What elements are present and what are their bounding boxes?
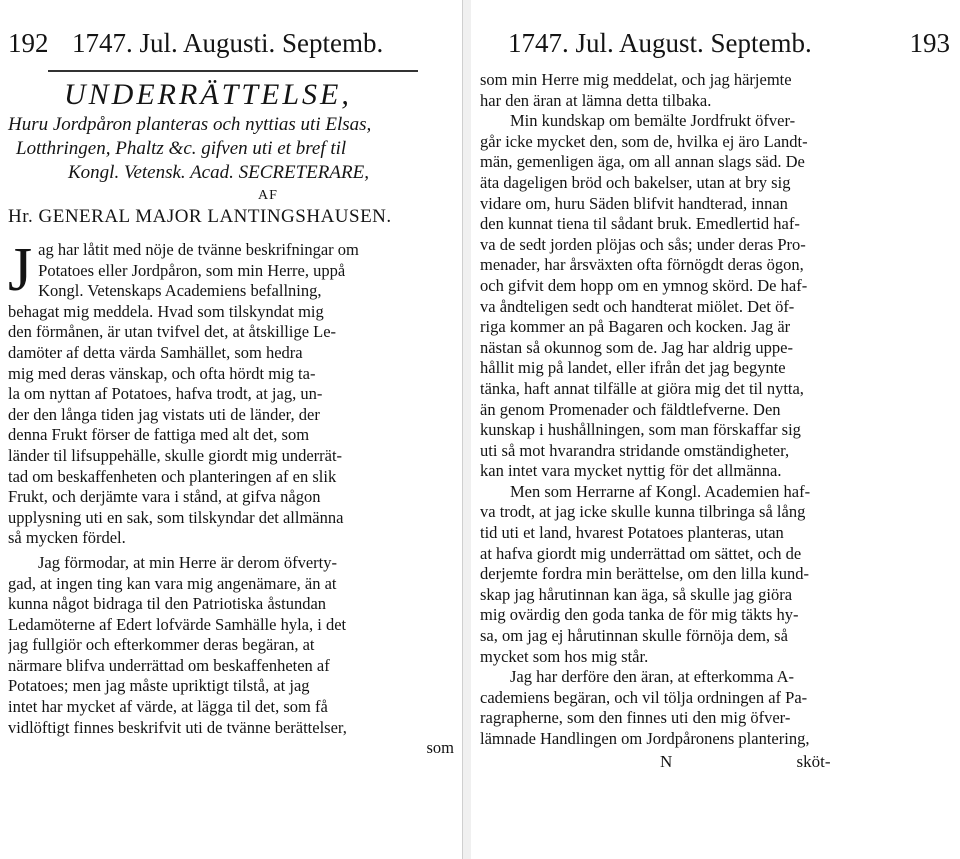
text-line: mig ovärdig den goda tanka de för mig täkts hy- bbox=[480, 605, 799, 625]
subtitle-line-3: Kongl. Vetensk. Acad. SECRETERARE, bbox=[68, 162, 369, 183]
text-line: den förmånen, är utan tvifvel det, at åtskillige Le- bbox=[8, 322, 337, 342]
text-line: derjemte fordra min berättelse, om den lilla kund- bbox=[480, 564, 809, 584]
page-number-right: 193 bbox=[909, 28, 950, 58]
text-line: lämnade Handlingen om Jordpåronens plantering, bbox=[480, 729, 810, 748]
text-line: som min Herre mig meddelat, och jag härjemte bbox=[480, 70, 792, 89]
text-line: tänka, haft annat tilfälle at giöra mig det til nytta, bbox=[480, 378, 804, 398]
text-line: vidare om, huru Säden blifvit handterad, innan bbox=[480, 193, 788, 213]
text-line: Potatoes eller Jordpåron, som min Herre, uppå bbox=[38, 260, 346, 280]
left-page bbox=[0, 0, 462, 859]
text-line: tid uti et land, hvarest Potatoes planteras, utan bbox=[480, 523, 784, 543]
text-line: länder til lifsuppehälle, skulle giordt mig underrät- bbox=[8, 445, 343, 465]
right-paragraph-2 bbox=[480, 482, 950, 667]
text-line: ag har låtit med nöje de tvänne beskrifningar om bbox=[38, 240, 359, 259]
dedication: Hr. GENERAL MAJOR LANTINGSHAUSEN. bbox=[8, 206, 392, 227]
article-title: UNDERRÄTTELSE, bbox=[64, 78, 352, 111]
title-rule bbox=[48, 70, 418, 72]
text-line: intet har mycket af värde, at lägga til det, som få bbox=[8, 697, 328, 717]
text-line: skap jag hårutinnan kan äga, så skulle jag giöra bbox=[480, 584, 793, 604]
left-paragraph-2 bbox=[8, 553, 454, 759]
text-line: menader, har årsväxten ofta förnögdt deras ögon, bbox=[480, 255, 804, 275]
text-line: så mycken fördel. bbox=[8, 528, 126, 548]
text-line: och gifvit dem hopp om en ymnog skörd. De haf- bbox=[480, 275, 808, 295]
text-line: har den äran at lämna detta tilbaka. bbox=[480, 90, 712, 110]
text-line: äta dageligen bröd och bakelser, utan at bry sig bbox=[480, 172, 791, 192]
signature-mark: N bbox=[660, 751, 673, 771]
text-line: än genom Promenader och fäldtlefverne. Den bbox=[480, 399, 781, 419]
drop-cap: J bbox=[8, 236, 33, 304]
running-head-text-right: 1747. Jul. August. Septemb. bbox=[508, 28, 812, 58]
text-line: va åndteligen sedt och handterat miölet. Det öf- bbox=[480, 296, 795, 316]
text-line: nästan så okunnog som de. Jag har aldrig uppe- bbox=[480, 337, 793, 357]
text-line: gad, at ingen ting kan vara mig angenämare, än at bbox=[8, 573, 337, 593]
title-block bbox=[8, 78, 454, 230]
page-number-left: 192 bbox=[8, 28, 49, 58]
running-head-left bbox=[8, 0, 454, 70]
text-line: hållit mig på landet, eller ifrån det jag begynte bbox=[480, 358, 786, 378]
text-line: den kunnat tiena til sådant bruk. Emedlertid haf- bbox=[480, 214, 800, 234]
text-line: går icke mycket den, som de, hvilka ej äro Landt- bbox=[480, 131, 808, 151]
text-line: va trodt, at jag icke skulle kunna tilbringa så lång bbox=[480, 502, 806, 522]
left-paragraph-1 bbox=[8, 236, 454, 549]
text-line: Min kundskap om bemälte Jordfrukt öfver- bbox=[510, 111, 796, 131]
text-line: riga kommer an på Bagaren och kocken. Jag är bbox=[480, 317, 791, 337]
text-line: mycket som hos mig står. bbox=[480, 646, 649, 666]
right-page bbox=[470, 0, 960, 859]
right-paragraph-1 bbox=[480, 70, 950, 482]
author-af: AF bbox=[258, 188, 278, 203]
text-line: närmare blifva underrättad om beskaffenheten af bbox=[8, 655, 330, 675]
text-line: der den långa tiden jag vistats uti de länder, der bbox=[8, 404, 320, 424]
text-line: kan intet vara mycket nyttig för det allmänna. bbox=[480, 461, 782, 481]
text-line: ragrapherne, som den finnes uti den mig öfver- bbox=[480, 708, 791, 728]
text-line: Jag förmodar, at min Herre är derom öfverty- bbox=[38, 552, 337, 572]
text-line: uti så mot hvarandra stridande omständigheter, bbox=[480, 440, 790, 460]
text-line: Men som Herrarne af Kongl. Academien haf- bbox=[510, 481, 811, 501]
text-line: upplysning uti en sak, som tilskyndar det allmänna bbox=[8, 507, 344, 527]
text-line: la om nyttan af Potatoes, hafva trodt, at jag, un- bbox=[8, 384, 323, 404]
running-head-right bbox=[480, 0, 950, 70]
text-line: mig med deras vänskap, och ofta hördt mig ta- bbox=[8, 363, 316, 383]
text-line: män, gemenligen äga, om all annan slags säd. De bbox=[480, 152, 805, 172]
text-line: at hafva giordt mig underrättad om sättet, och de bbox=[480, 543, 802, 563]
text-line: va de sedt jorden plöjas och sås; under deras Pro- bbox=[480, 234, 806, 254]
running-head-text-left: 1747. Jul. Augusti. Septemb. bbox=[72, 28, 384, 58]
text-line: tad om beskaffenheten och planteringen af en slik bbox=[8, 466, 337, 486]
text-line: denna Frukt förser de fattiga med alt det, som bbox=[8, 425, 310, 445]
text-line: vidlöftigt finnes beskrifvit uti de tvänne berättelser, bbox=[8, 717, 347, 737]
text-line: behagat mig meddela. Hvad som tilskyndat mig bbox=[8, 301, 324, 321]
text-line: damöter af detta värda Samhället, som hedra bbox=[8, 342, 303, 362]
catchword-left: som bbox=[426, 738, 454, 758]
signature-line bbox=[480, 752, 950, 773]
text-line: Kongl. Vetenskaps Academiens befallning, bbox=[38, 281, 322, 301]
text-line: kunna något bidraga til den Patriotiska åstundan bbox=[8, 594, 327, 614]
text-line: Jag har derföre den äran, at efterkomma A- bbox=[510, 667, 795, 687]
catchword-right: sköt- bbox=[796, 751, 831, 771]
catchword-line bbox=[8, 738, 454, 759]
subtitle-line-1: Huru Jordpåron planteras och nyttias uti Elsas, bbox=[8, 114, 372, 135]
text-line: jag fullgiör och efterkommer deras begäran, at bbox=[8, 635, 315, 655]
text-line: cademiens begäran, och vil tölja ordningen af Pa- bbox=[480, 687, 808, 707]
subtitle-line-2: Lotthringen, Phaltz &c. gifven uti et bref til bbox=[16, 138, 347, 159]
text-line: Ledamöterne af Edert lofvärde Samhälle hyla, i det bbox=[8, 614, 347, 634]
text-line: Potatoes; men jag måste upriktigt tilstå, at jag bbox=[8, 676, 310, 696]
text-line: Frukt, och derjämte vara i stånd, at gifva någon bbox=[8, 487, 321, 507]
right-paragraph-3 bbox=[480, 667, 950, 749]
text-line: sa, om jag ej hårutinnan skulle förnöja dem, så bbox=[480, 626, 788, 646]
text-line: kunskap i hushållningen, som man förskaffar sig bbox=[480, 420, 801, 440]
